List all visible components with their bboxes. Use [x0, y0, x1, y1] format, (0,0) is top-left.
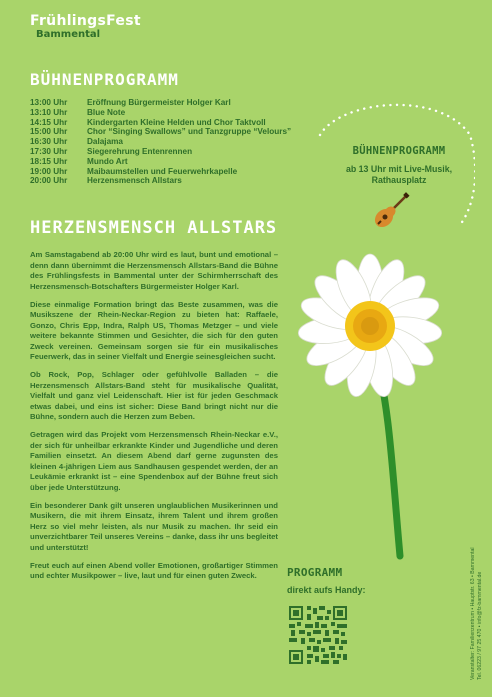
schedule-time: 16:30 Uhr: [30, 137, 68, 147]
schedule-event: Siegerehrung Entenrennen: [87, 146, 193, 156]
schedule-time: 17:30 Uhr: [30, 146, 68, 156]
organizer-info: [470, 547, 484, 680]
schedule-event: Maibaumstellen und Feuerwehrkapelle: [87, 166, 238, 176]
schedule-event: Dalajama: [87, 137, 123, 147]
schedule-time: 13:00 Uhr: [30, 98, 68, 107]
article-paragraph: Getragen wird das Projekt vom Herzensmensch Rhein-Neckar e.V., der sich für unheilbar erkrankte Kinder und Jugendliche und deren Familien einsetzt. An diesem Abend darf gerne zugunsten des kleinen 4-jährigen Liem aus Sandhausen gespendet werden, der an Leukämie erkrankt ist – eine Spendenbox auf der Bühne freut sich über jede Unterstützung.: [30, 430, 278, 492]
schedule-event: Eröffnung Bürgermeister Holger Karl: [87, 98, 231, 107]
herzensmensch-heading: HERZENSMENSCH ALLSTARS: [30, 218, 278, 238]
schedule-row: [30, 147, 330, 157]
herzensmensch-article: [30, 250, 278, 589]
schedule-row: [30, 118, 330, 128]
logo-line2: Bammental: [36, 29, 101, 40]
organizer-line1: Veranstalter: Familienzentrum • Hauptstr. 63 • Bammental: [470, 547, 476, 680]
schedule-event: Kindergarten Kleine Helden und Chor Taktvoll: [87, 117, 266, 127]
schedule-row: [30, 127, 330, 137]
buehnenprogramm-heading: BÜHNENPROGRAMM: [30, 70, 179, 89]
schedule-row: [30, 157, 330, 167]
stage-callout: [310, 95, 475, 235]
schedule-row: [30, 98, 330, 108]
callout-line1: ab 13 Uhr mit Live-Musik,: [345, 164, 453, 174]
schedule-row: [30, 137, 330, 147]
qr-code[interactable]: [289, 606, 347, 664]
festival-logo: [30, 14, 141, 40]
schedule-row: [30, 167, 330, 177]
schedule-time: 14:15 Uhr: [30, 117, 68, 127]
schedule-row: [30, 108, 330, 118]
schedule-time: 20:00 Uhr: [30, 176, 68, 186]
daisy-flower-image: [282, 238, 452, 563]
schedule-time: 19:00 Uhr: [30, 166, 68, 176]
schedule-event: Herzensmensch Allstars: [87, 176, 182, 186]
article-paragraph: Ob Rock, Pop, Schlager oder gefühlvolle Balladen – die Herzensmensch Allstars-Band steht für musikalische Qualität, Vielfalt und ganz viel Leidenschaft. Hier ist für jeden Geschmack etwas dabei, und eins ist sicher: Diese Band bringt nicht nur die Bühne, sondern auch die Herzen zum Beben.: [30, 370, 278, 421]
programm-section: [287, 566, 366, 595]
organizer-line2: Tel. 06223 / 97 25 470 • info@fz-bammental.de: [477, 571, 483, 680]
article-paragraph: Freut euch auf einen Abend voller Emotionen, großartiger Stimmen und echter Musikpower – live, laut und für einen guten Zweck.: [30, 560, 278, 580]
schedule-time: 13:10 Uhr: [30, 107, 68, 117]
schedule-event: Blue Note: [87, 107, 126, 117]
logo-line1: FrühlingsFest: [30, 13, 141, 29]
schedule-event: Chor “Singing Swallows” und Tanzgruppe “Velours”: [87, 127, 292, 137]
schedule-list: [30, 98, 330, 186]
article-paragraph: Ein besonderer Dank gilt unseren unglaublichen Musikerinnen und Musikern, die mit ihrem Einsatz, ihrem Talent und ihrem großen Herz so viel mehr leisten, als nur Musik zu machen. Ihr seid ein unverzichtbarer Teil unseres Vereins – danke, dass ihr uns begleitet und unterstützt!: [30, 500, 278, 552]
guitar-icon: [372, 192, 410, 230]
programm-subtitle: direkt aufs Handy:: [287, 585, 366, 595]
schedule-time: 15:00 Uhr: [30, 127, 68, 137]
schedule-time: 18:15 Uhr: [30, 156, 68, 166]
callout-title: BÜHNENPROGRAMM: [352, 145, 446, 157]
article-paragraph: Am Samstagabend ab 20:00 Uhr wird es laut, bunt und emotional – denn dann übernimmt die Herzensmensch Allstars-Band die Bühne des Frühlingsfests in Bammental unter der Schirmherrschaft des Herzensmensch-Botschafters Bürgermeister Holger Karl.: [30, 250, 278, 291]
callout-line2: Rathausplatz: [371, 175, 427, 185]
programm-heading: PROGRAMM: [287, 566, 343, 579]
schedule-row: [30, 176, 330, 186]
schedule-event: Mundo Art: [87, 156, 128, 166]
article-paragraph: Diese einmalige Formation bringt das Beste zusammen, was die Musikszene der Rhein-Neckar-Region zu bieten hat: Raffaele, Gonzo, Chris Epp, Indra, Ralph US, Thomas Metzger – und viele weitere bekannte Stimmen und Gesichter, die sich für den guten Zweck vereinen. Gemeinsam sorgen sie für ein musikalisches Feuerwerk, das in seiner Vielfalt und Energie seinesgleichen sucht.: [30, 299, 278, 361]
